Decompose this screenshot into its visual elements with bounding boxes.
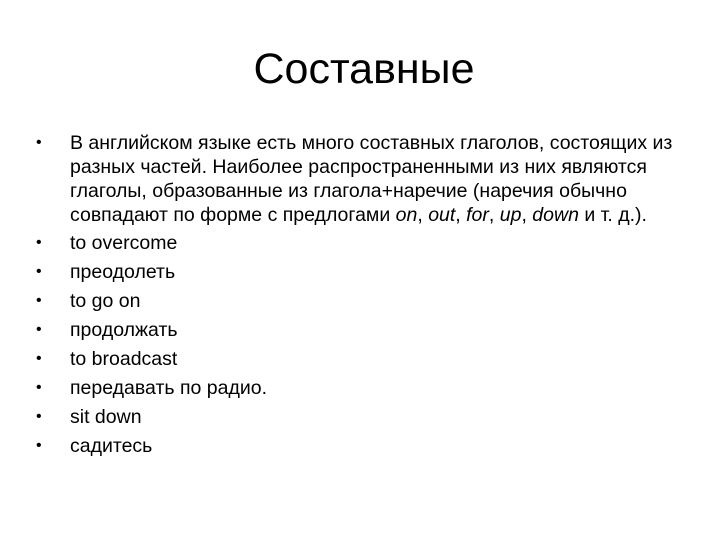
bullet-text: садитесь xyxy=(70,435,153,457)
intro-text: В английском языке есть много составных глаголов, состоящих из разных частей. Наиболее распространенными из них являются глаголы, образованные из глагола+наречие (наречия обычно совпадают по форме с предлогами xyxy=(70,132,673,226)
separator: , xyxy=(488,204,500,226)
separator: , xyxy=(521,204,533,226)
bullet-text: to overcome xyxy=(70,232,178,254)
bullet-text: to go on xyxy=(70,290,141,312)
bullet-dot-icon: • xyxy=(36,321,42,338)
bullet-text: sit down xyxy=(70,406,142,428)
bullet-dot-icon: • xyxy=(36,437,42,454)
bullet-dot-icon: • xyxy=(36,350,42,367)
bullet-text: передавать по радио. xyxy=(70,377,267,399)
separator: , xyxy=(417,204,429,226)
intro-text-end: и т. д.). xyxy=(578,204,647,226)
bullet-text: преодолеть xyxy=(70,261,176,283)
bullet-dot-icon: • xyxy=(36,292,42,309)
bullet-text: продолжать xyxy=(70,319,178,341)
preposition-on: on xyxy=(395,204,418,226)
bullet-item xyxy=(36,347,696,371)
bullet-item-intro xyxy=(36,131,696,227)
preposition-down: down xyxy=(532,204,579,226)
bullet-item xyxy=(36,434,696,458)
preposition-for: for xyxy=(466,204,489,226)
bullet-item xyxy=(36,260,696,284)
bullet-dot-icon: • xyxy=(36,234,42,251)
bullet-item xyxy=(36,231,696,255)
bullet-dot-icon: • xyxy=(36,408,42,425)
slide-title: Составные xyxy=(253,45,475,93)
bullet-item xyxy=(36,405,696,429)
bullet-dot-icon: • xyxy=(36,379,42,396)
bullet-list xyxy=(36,131,696,463)
preposition-up: up xyxy=(499,204,522,226)
bullet-item xyxy=(36,289,696,313)
bullet-dot-icon: • xyxy=(36,134,42,151)
separator: , xyxy=(455,204,467,226)
bullet-dot-icon: • xyxy=(36,263,42,280)
bullet-text: to broadcast xyxy=(70,348,178,370)
preposition-out: out xyxy=(428,204,456,226)
bullet-item xyxy=(36,318,696,342)
bullet-item xyxy=(36,376,696,400)
